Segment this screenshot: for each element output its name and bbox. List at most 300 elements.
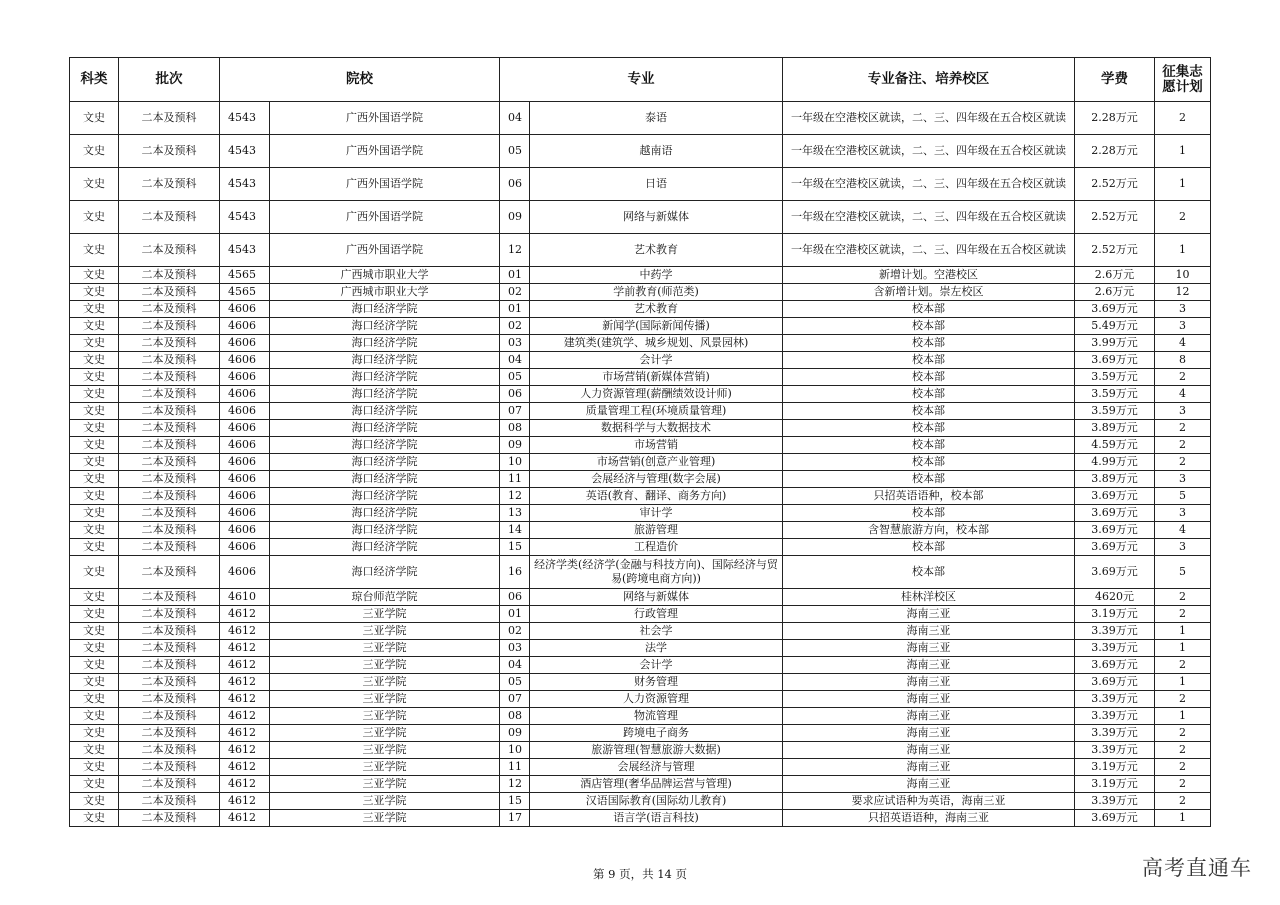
major-name-cell: 审计学	[530, 505, 783, 522]
plan-count-cell: 3	[1155, 403, 1211, 420]
major-name-cell: 会展经济与管理	[530, 759, 783, 776]
school-name-cell: 三亚学院	[270, 691, 500, 708]
major-code-cell: 07	[500, 691, 530, 708]
school-code-cell: 4565	[220, 267, 270, 284]
header-school: 院校	[220, 58, 500, 102]
plan-count-cell: 3	[1155, 301, 1211, 318]
major-code-cell: 08	[500, 420, 530, 437]
category-cell: 文史	[70, 759, 119, 776]
remarks-cell: 校本部	[783, 505, 1075, 522]
category-cell: 文史	[70, 589, 119, 606]
school-code-cell: 4565	[220, 284, 270, 301]
batch-cell: 二本及预科	[119, 403, 220, 420]
school-name-cell: 海口经济学院	[270, 369, 500, 386]
tuition-cell: 3.39万元	[1075, 640, 1155, 657]
plan-count-cell: 4	[1155, 335, 1211, 352]
major-code-cell: 15	[500, 539, 530, 556]
table-row	[70, 454, 1211, 471]
school-code-cell: 4606	[220, 454, 270, 471]
tuition-cell: 3.69万元	[1075, 657, 1155, 674]
tuition-cell: 4.99万元	[1075, 454, 1155, 471]
remarks-cell: 校本部	[783, 369, 1075, 386]
school-code-cell: 4612	[220, 725, 270, 742]
tuition-cell: 5.49万元	[1075, 318, 1155, 335]
tuition-cell: 3.69万元	[1075, 488, 1155, 505]
table-row	[70, 267, 1211, 284]
school-code-cell: 4606	[220, 505, 270, 522]
category-cell: 文史	[70, 102, 119, 135]
major-code-cell: 06	[500, 386, 530, 403]
tuition-cell: 3.99万元	[1075, 335, 1155, 352]
batch-cell: 二本及预科	[119, 420, 220, 437]
tuition-cell: 2.52万元	[1075, 168, 1155, 201]
table-row	[70, 386, 1211, 403]
major-code-cell: 05	[500, 135, 530, 168]
category-cell: 文史	[70, 793, 119, 810]
school-code-cell: 4612	[220, 793, 270, 810]
table-row	[70, 234, 1211, 267]
major-name-cell: 艺术教育	[530, 301, 783, 318]
remarks-cell: 校本部	[783, 556, 1075, 589]
major-code-cell: 05	[500, 369, 530, 386]
table-row	[70, 369, 1211, 386]
school-code-cell: 4606	[220, 522, 270, 539]
major-name-cell: 越南语	[530, 135, 783, 168]
school-name-cell: 海口经济学院	[270, 301, 500, 318]
major-name-cell: 汉语国际教育(国际幼儿教育)	[530, 793, 783, 810]
plan-count-cell: 2	[1155, 420, 1211, 437]
tuition-cell: 3.69万元	[1075, 505, 1155, 522]
plan-count-cell: 4	[1155, 386, 1211, 403]
major-name-cell: 酒店管理(奢华品牌运营与管理)	[530, 776, 783, 793]
tuition-cell: 3.39万元	[1075, 793, 1155, 810]
admission-plan-table	[69, 57, 1211, 827]
batch-cell: 二本及预科	[119, 168, 220, 201]
plan-count-cell: 2	[1155, 793, 1211, 810]
tuition-cell: 3.69万元	[1075, 539, 1155, 556]
school-name-cell: 广西城市职业大学	[270, 284, 500, 301]
batch-cell: 二本及预科	[119, 234, 220, 267]
school-name-cell: 广西外国语学院	[270, 102, 500, 135]
remarks-cell: 校本部	[783, 318, 1075, 335]
batch-cell: 二本及预科	[119, 674, 220, 691]
school-name-cell: 海口经济学院	[270, 335, 500, 352]
category-cell: 文史	[70, 691, 119, 708]
batch-cell: 二本及预科	[119, 623, 220, 640]
plan-count-cell: 5	[1155, 488, 1211, 505]
batch-cell: 二本及预科	[119, 284, 220, 301]
major-name-cell: 语言学(语言科技)	[530, 810, 783, 827]
school-name-cell: 三亚学院	[270, 793, 500, 810]
major-code-cell: 11	[500, 759, 530, 776]
category-cell: 文史	[70, 386, 119, 403]
header-category: 科类	[70, 58, 119, 102]
school-name-cell: 广西外国语学院	[270, 135, 500, 168]
school-name-cell: 三亚学院	[270, 623, 500, 640]
school-name-cell: 广西外国语学院	[270, 168, 500, 201]
remarks-cell: 海南三亚	[783, 640, 1075, 657]
tuition-cell: 2.6万元	[1075, 284, 1155, 301]
major-code-cell: 16	[500, 556, 530, 589]
remarks-cell: 海南三亚	[783, 725, 1075, 742]
school-name-cell: 三亚学院	[270, 640, 500, 657]
batch-cell: 二本及预科	[119, 539, 220, 556]
school-name-cell: 广西城市职业大学	[270, 267, 500, 284]
tuition-cell: 2.28万元	[1075, 135, 1155, 168]
school-name-cell: 海口经济学院	[270, 386, 500, 403]
plan-count-cell: 2	[1155, 759, 1211, 776]
tuition-cell: 3.39万元	[1075, 742, 1155, 759]
tuition-cell: 3.59万元	[1075, 386, 1155, 403]
table-row	[70, 505, 1211, 522]
batch-cell: 二本及预科	[119, 437, 220, 454]
tuition-cell: 3.69万元	[1075, 556, 1155, 589]
plan-count-cell: 1	[1155, 674, 1211, 691]
school-code-cell: 4612	[220, 606, 270, 623]
header-major: 专业	[500, 58, 783, 102]
category-cell: 文史	[70, 810, 119, 827]
school-code-cell: 4612	[220, 759, 270, 776]
school-code-cell: 4606	[220, 556, 270, 589]
tuition-cell: 3.39万元	[1075, 623, 1155, 640]
table-row	[70, 135, 1211, 168]
tuition-cell: 2.6万元	[1075, 267, 1155, 284]
table-row	[70, 318, 1211, 335]
table-row	[70, 810, 1211, 827]
major-name-cell: 旅游管理	[530, 522, 783, 539]
major-name-cell: 数据科学与大数据技术	[530, 420, 783, 437]
plan-count-cell: 8	[1155, 352, 1211, 369]
batch-cell: 二本及预科	[119, 742, 220, 759]
header-batch: 批次	[119, 58, 220, 102]
table-row	[70, 522, 1211, 539]
remarks-cell: 海南三亚	[783, 759, 1075, 776]
school-name-cell: 海口经济学院	[270, 488, 500, 505]
major-code-cell: 12	[500, 234, 530, 267]
remarks-cell: 校本部	[783, 335, 1075, 352]
category-cell: 文史	[70, 352, 119, 369]
remarks-cell: 海南三亚	[783, 623, 1075, 640]
batch-cell: 二本及预科	[119, 589, 220, 606]
remarks-cell: 校本部	[783, 454, 1075, 471]
major-name-cell: 人力资源管理	[530, 691, 783, 708]
batch-cell: 二本及预科	[119, 352, 220, 369]
tuition-cell: 3.69万元	[1075, 522, 1155, 539]
major-name-cell: 人力资源管理(薪酬绩效设计师)	[530, 386, 783, 403]
batch-cell: 二本及预科	[119, 759, 220, 776]
category-cell: 文史	[70, 420, 119, 437]
tuition-cell: 3.59万元	[1075, 403, 1155, 420]
remarks-cell: 校本部	[783, 471, 1075, 488]
major-name-cell: 经济学类(经济学(金融与科技方向)、国际经济与贸易(跨境电商方向))	[530, 556, 783, 589]
major-name-cell: 市场营销(新媒体营销)	[530, 369, 783, 386]
category-cell: 文史	[70, 201, 119, 234]
tuition-cell: 3.39万元	[1075, 691, 1155, 708]
major-code-cell: 13	[500, 505, 530, 522]
category-cell: 文史	[70, 437, 119, 454]
category-cell: 文史	[70, 539, 119, 556]
major-name-cell: 跨境电子商务	[530, 725, 783, 742]
batch-cell: 二本及预科	[119, 318, 220, 335]
tuition-cell: 2.52万元	[1075, 234, 1155, 267]
remarks-cell: 校本部	[783, 301, 1075, 318]
remarks-cell: 海南三亚	[783, 691, 1075, 708]
school-name-cell: 海口经济学院	[270, 471, 500, 488]
school-code-cell: 4606	[220, 318, 270, 335]
batch-cell: 二本及预科	[119, 335, 220, 352]
table-row	[70, 640, 1211, 657]
tuition-cell: 3.69万元	[1075, 810, 1155, 827]
plan-count-cell: 2	[1155, 589, 1211, 606]
remarks-cell: 一年级在空港校区就读，二、三、四年级在五合校区就读	[783, 201, 1075, 234]
major-code-cell: 09	[500, 725, 530, 742]
table-row	[70, 403, 1211, 420]
school-name-cell: 三亚学院	[270, 606, 500, 623]
major-name-cell: 网络与新媒体	[530, 589, 783, 606]
remarks-cell: 要求应试语种为英语，海南三亚	[783, 793, 1075, 810]
batch-cell: 二本及预科	[119, 201, 220, 234]
school-code-cell: 4612	[220, 742, 270, 759]
school-code-cell: 4606	[220, 437, 270, 454]
category-cell: 文史	[70, 168, 119, 201]
batch-cell: 二本及预科	[119, 267, 220, 284]
batch-cell: 二本及预科	[119, 810, 220, 827]
table-header-row	[70, 58, 1211, 102]
school-name-cell: 海口经济学院	[270, 318, 500, 335]
school-name-cell: 三亚学院	[270, 742, 500, 759]
table-row	[70, 201, 1211, 234]
table-row	[70, 623, 1211, 640]
school-name-cell: 琼台师范学院	[270, 589, 500, 606]
remarks-cell: 海南三亚	[783, 708, 1075, 725]
major-code-cell: 03	[500, 335, 530, 352]
major-code-cell: 08	[500, 708, 530, 725]
remarks-cell: 只招英语语种，校本部	[783, 488, 1075, 505]
remarks-cell: 海南三亚	[783, 606, 1075, 623]
school-name-cell: 三亚学院	[270, 759, 500, 776]
batch-cell: 二本及预科	[119, 386, 220, 403]
remarks-cell: 海南三亚	[783, 742, 1075, 759]
major-code-cell: 17	[500, 810, 530, 827]
major-code-cell: 05	[500, 674, 530, 691]
batch-cell: 二本及预科	[119, 640, 220, 657]
school-name-cell: 海口经济学院	[270, 454, 500, 471]
major-name-cell: 会展经济与管理(数字会展)	[530, 471, 783, 488]
tuition-cell: 3.19万元	[1075, 606, 1155, 623]
school-code-cell: 4543	[220, 135, 270, 168]
table-row	[70, 556, 1211, 589]
school-name-cell: 广西外国语学院	[270, 201, 500, 234]
tuition-cell: 3.69万元	[1075, 674, 1155, 691]
school-name-cell: 海口经济学院	[270, 539, 500, 556]
table-row	[70, 606, 1211, 623]
header-plan: 征集志愿计划	[1155, 58, 1211, 102]
remarks-cell: 校本部	[783, 539, 1075, 556]
school-code-cell: 4606	[220, 539, 270, 556]
plan-count-cell: 3	[1155, 471, 1211, 488]
table-row	[70, 708, 1211, 725]
remarks-cell: 一年级在空港校区就读，二、三、四年级在五合校区就读	[783, 234, 1075, 267]
school-name-cell: 三亚学院	[270, 776, 500, 793]
school-code-cell: 4612	[220, 708, 270, 725]
batch-cell: 二本及预科	[119, 102, 220, 135]
category-cell: 文史	[70, 623, 119, 640]
school-name-cell: 海口经济学院	[270, 556, 500, 589]
category-cell: 文史	[70, 776, 119, 793]
major-code-cell: 06	[500, 168, 530, 201]
batch-cell: 二本及预科	[119, 369, 220, 386]
major-name-cell: 建筑类(建筑学、城乡规划、风景园林)	[530, 335, 783, 352]
tuition-cell: 3.19万元	[1075, 759, 1155, 776]
major-name-cell: 网络与新媒体	[530, 201, 783, 234]
major-code-cell: 15	[500, 793, 530, 810]
table-row	[70, 352, 1211, 369]
major-code-cell: 04	[500, 352, 530, 369]
plan-count-cell: 4	[1155, 522, 1211, 539]
major-name-cell: 法学	[530, 640, 783, 657]
major-code-cell: 02	[500, 623, 530, 640]
batch-cell: 二本及预科	[119, 505, 220, 522]
school-name-cell: 海口经济学院	[270, 437, 500, 454]
plan-count-cell: 3	[1155, 505, 1211, 522]
major-code-cell: 02	[500, 284, 530, 301]
major-name-cell: 工程造价	[530, 539, 783, 556]
table-row	[70, 539, 1211, 556]
category-cell: 文史	[70, 335, 119, 352]
plan-count-cell: 1	[1155, 234, 1211, 267]
remarks-cell: 校本部	[783, 386, 1075, 403]
school-code-cell: 4610	[220, 589, 270, 606]
remarks-cell: 校本部	[783, 420, 1075, 437]
tuition-cell: 4620元	[1075, 589, 1155, 606]
plan-count-cell: 2	[1155, 606, 1211, 623]
school-name-cell: 海口经济学院	[270, 505, 500, 522]
table-row	[70, 657, 1211, 674]
plan-count-cell: 2	[1155, 102, 1211, 135]
category-cell: 文史	[70, 674, 119, 691]
major-code-cell: 02	[500, 318, 530, 335]
category-cell: 文史	[70, 742, 119, 759]
major-name-cell: 市场营销(创意产业管理)	[530, 454, 783, 471]
batch-cell: 二本及预科	[119, 522, 220, 539]
tuition-cell: 3.39万元	[1075, 725, 1155, 742]
major-code-cell: 06	[500, 589, 530, 606]
batch-cell: 二本及预科	[119, 135, 220, 168]
plan-count-cell: 1	[1155, 135, 1211, 168]
tuition-cell: 3.69万元	[1075, 301, 1155, 318]
tuition-cell: 2.28万元	[1075, 102, 1155, 135]
plan-count-cell: 10	[1155, 267, 1211, 284]
major-code-cell: 12	[500, 488, 530, 505]
plan-count-cell: 2	[1155, 454, 1211, 471]
major-code-cell: 04	[500, 657, 530, 674]
category-cell: 文史	[70, 301, 119, 318]
major-name-cell: 社会学	[530, 623, 783, 640]
batch-cell: 二本及预科	[119, 471, 220, 488]
batch-cell: 二本及预科	[119, 691, 220, 708]
major-name-cell: 旅游管理(智慧旅游大数据)	[530, 742, 783, 759]
category-cell: 文史	[70, 725, 119, 742]
school-name-cell: 三亚学院	[270, 657, 500, 674]
major-code-cell: 09	[500, 437, 530, 454]
category-cell: 文史	[70, 556, 119, 589]
plan-count-cell: 2	[1155, 369, 1211, 386]
major-code-cell: 01	[500, 606, 530, 623]
tuition-cell: 3.89万元	[1075, 471, 1155, 488]
school-code-cell: 4612	[220, 674, 270, 691]
major-name-cell: 新闻学(国际新闻传播)	[530, 318, 783, 335]
batch-cell: 二本及预科	[119, 488, 220, 505]
school-name-cell: 三亚学院	[270, 810, 500, 827]
remarks-cell: 校本部	[783, 403, 1075, 420]
major-code-cell: 09	[500, 201, 530, 234]
watermark: 高考直通车	[1142, 856, 1252, 880]
batch-cell: 二本及预科	[119, 725, 220, 742]
category-cell: 文史	[70, 640, 119, 657]
plan-count-cell: 2	[1155, 657, 1211, 674]
school-code-cell: 4612	[220, 691, 270, 708]
remarks-cell: 一年级在空港校区就读，二、三、四年级在五合校区就读	[783, 102, 1075, 135]
category-cell: 文史	[70, 369, 119, 386]
school-name-cell: 海口经济学院	[270, 403, 500, 420]
remarks-cell: 含智慧旅游方向，校本部	[783, 522, 1075, 539]
batch-cell: 二本及预科	[119, 793, 220, 810]
table-row	[70, 437, 1211, 454]
batch-cell: 二本及预科	[119, 606, 220, 623]
category-cell: 文史	[70, 454, 119, 471]
school-name-cell: 三亚学院	[270, 725, 500, 742]
major-name-cell: 艺术教育	[530, 234, 783, 267]
batch-cell: 二本及预科	[119, 708, 220, 725]
school-code-cell: 4612	[220, 640, 270, 657]
plan-count-cell: 3	[1155, 539, 1211, 556]
plan-count-cell: 2	[1155, 691, 1211, 708]
table-row	[70, 691, 1211, 708]
header-tuition: 学费	[1075, 58, 1155, 102]
remarks-cell: 校本部	[783, 352, 1075, 369]
remarks-cell: 海南三亚	[783, 674, 1075, 691]
major-name-cell: 泰语	[530, 102, 783, 135]
school-name-cell: 广西外国语学院	[270, 234, 500, 267]
school-code-cell: 4543	[220, 234, 270, 267]
major-name-cell: 英语(教育、翻译、商务方向)	[530, 488, 783, 505]
major-code-cell: 11	[500, 471, 530, 488]
major-code-cell: 12	[500, 776, 530, 793]
plan-count-cell: 12	[1155, 284, 1211, 301]
tuition-cell: 3.69万元	[1075, 352, 1155, 369]
major-name-cell: 学前教育(师范类)	[530, 284, 783, 301]
category-cell: 文史	[70, 403, 119, 420]
school-code-cell: 4612	[220, 623, 270, 640]
table-row	[70, 793, 1211, 810]
major-code-cell: 04	[500, 102, 530, 135]
major-name-cell: 财务管理	[530, 674, 783, 691]
table-row	[70, 759, 1211, 776]
tuition-cell: 3.39万元	[1075, 708, 1155, 725]
category-cell: 文史	[70, 471, 119, 488]
school-code-cell: 4606	[220, 386, 270, 403]
remarks-cell: 新增计划。空港校区	[783, 267, 1075, 284]
category-cell: 文史	[70, 135, 119, 168]
remarks-cell: 只招英语语种，海南三亚	[783, 810, 1075, 827]
major-name-cell: 市场营销	[530, 437, 783, 454]
school-code-cell: 4612	[220, 657, 270, 674]
school-code-cell: 4606	[220, 301, 270, 318]
tuition-cell: 3.59万元	[1075, 369, 1155, 386]
tuition-cell: 4.59万元	[1075, 437, 1155, 454]
table-row	[70, 589, 1211, 606]
plan-count-cell: 2	[1155, 437, 1211, 454]
